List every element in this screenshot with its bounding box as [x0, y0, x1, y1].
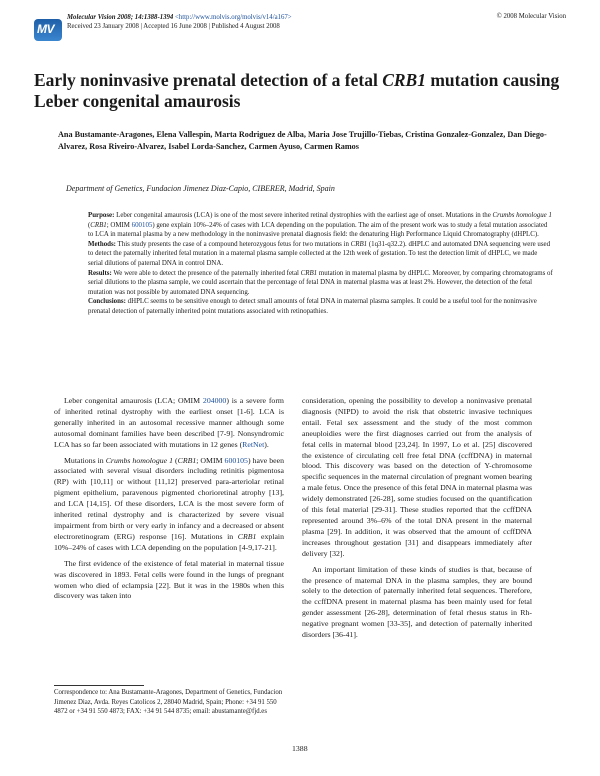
gene-name: CRB1: [237, 531, 257, 541]
body-column-left: [54, 396, 284, 607]
paragraph-text: Mutations in: [64, 455, 106, 465]
gene-name: Crumbs homologue 1: [105, 455, 173, 465]
results-gene: CRB1: [300, 269, 318, 277]
purpose-text: ; OMIM: [106, 221, 132, 229]
results-text: We were able to detect the presence of the paternally inherited fetal: [111, 269, 301, 277]
purpose-gene: CRB1: [90, 221, 107, 229]
title-gene: CRB1: [382, 70, 426, 90]
author-list: Ana Bustamante-Aragones, Elena Vallespin, Marta Rodriguez de Alba, Maria Jose Trujillo-Tiebas, Cristina Gonzalez-Gonzalez, Dan Diego-Alvarez, Rosa Riveiro-Alvarez, Isabel Lorda-Sanchez, Carmen Ayuso, Carmen Ramos: [58, 130, 547, 151]
abstract-purpose: [88, 211, 553, 240]
paragraph-text: (: [173, 455, 178, 465]
abstract-methods: [88, 240, 553, 269]
methods-text: (1q31-q32.2). dHPLC and automated DNA sequencing were used to detect the paternally inherited fetal mutation in a maternal plasma sample collected at the 12th week of gestation. To test the detection limit of dHPLC, we made serial dilutions of paternal DNA in control DNA.: [88, 240, 551, 267]
methods-gene: CRB1: [350, 240, 368, 248]
molecular-vision-logo: [34, 19, 62, 41]
conclusions-label: Conclusions:: [88, 298, 126, 306]
logo-text: MV: [37, 22, 54, 36]
article-title: [34, 70, 566, 112]
abstract-results: [88, 269, 553, 298]
paragraph-text: explain 10%–24% of cases with LCA depending on the population [4-9,17-21].: [54, 531, 284, 552]
paragraph-text: ) is a severe form of inherited retinal dystrophy with the earliest onset [1-6]. LCA is generally inherited in an autosomal recessive manner although some autosomal dominant families have been described [7-9]. Nonsyndromic LCA has so far been associated with mutations in 12 genes (: [54, 396, 284, 449]
journal-citation: Molecular Vision 2008; 14:1388-1394: [67, 14, 174, 21]
body-paragraph: consideration, opening the possibility to develop a noninvasive prenatal diagnosis (NIPD) to avoid the risk that obstetric invasive techniques entail. Fetal sex assessment and the study of the most common aneuploidies were the first diagnoses carried out from the analysis of fetal cells in maternal blood [23,24]. In 1997, Lo et al. [25] discovered the existence of circulating cell free fetal DNA (ccffDNA) in maternal blood. This discovery was based on the detection of Y-chromosome specific sequences in the maternal circulation of pregnant women bearing a male fetus. Once the presence of this fetal DNA in maternal plasma was widely demonstrated [26-28], some studies focused on the quantification of this fetal material [29-31]. These studies reported that the ccffDNA represented around 3%–6% of the total DNA present in the maternal plasma [29]. In addition, it was observed that the amount of ccffDNA increases throughout gestation [31] and disappears immediately after delivery [32].: [302, 396, 532, 558]
header-citation: [67, 13, 292, 31]
purpose-gene: Crumbs homologue 1: [492, 212, 552, 219]
title-part2: mutation causing Leber congenital amaurosis: [34, 70, 560, 111]
paragraph-text: ).: [264, 439, 269, 449]
body-column-right: [302, 396, 532, 646]
correspondence-footnote: Correspondence to: Ana Bustamante-Aragones, Department of Genetics, Fundacion Jimenez Diaz, Avda. Reyes Catolicos 2, 28040 Madrid, Spain; Phone: +34 91 550 4872 or +34 91 550 4873; FAX: +34 91 544 8735; email: abustamante@fjd.es: [54, 689, 283, 716]
body-paragraph: [54, 456, 284, 554]
results-text: mutation in maternal plasma by dHPLC. Moreover, by comparing chromatograms of serial dilutions to the plasma sample, we could ascertain that the percentage of fetal DNA in maternal plasma was at least 2%. However, the detection of the fetal mutation was not possible by automated DNA sequencing.: [88, 269, 553, 296]
body-paragraph: [54, 396, 284, 451]
purpose-label: Purpose:: [88, 212, 115, 219]
affiliation: Department of Genetics, Fundacion Jimenez Diaz-Capio, CIBERER, Madrid, Spain: [66, 184, 335, 193]
methods-text: This study presents the case of a compound heterozygous fetus for two mutations in: [115, 240, 351, 248]
methods-label: Methods:: [88, 240, 116, 248]
gene-name: CRB1: [177, 455, 197, 465]
purpose-text: Leber congenital amaurosis (LCA) is one of the most severe inherited retinal dystrophies with the earliest age of onset. Mutations in the: [114, 212, 493, 219]
omim-link[interactable]: 204000: [202, 396, 227, 405]
article-url[interactable]: <http://www.molvis.org/molvis/v14/a167>: [175, 14, 292, 21]
retnet-link[interactable]: RetNet: [242, 439, 265, 449]
body-paragraph: The first evidence of the existence of fetal material in maternal tissue was discovered in 1893. Fetal cells were found in the lungs of pregnant women who died of eclampsia [22]. But it was in the 1980s when this discovery was taken into: [54, 558, 284, 601]
body-paragraph: An important limitation of these kinds of studies is that, because of the presence of maternal DNA in the plasma samples, they are bound solely to the detection of paternally inherited fetal sequences. Therefore, the ccffDNA present in maternal plasma has been mainly used for fetal gender assessment [26-28], determination of fetal rhesus status in Rh-negative pregnant women [33-35], and detection of paternally inherited disorders [36-41].: [302, 564, 532, 640]
omim-link[interactable]: 600105: [224, 455, 248, 465]
paragraph-text: Leber congenital amaurosis (LCA; OMIM: [64, 396, 203, 405]
abstract: [88, 211, 553, 317]
omim-link[interactable]: 600105: [131, 221, 153, 229]
page-header: [34, 13, 566, 47]
footnote-divider: [54, 685, 144, 686]
paragraph-text: ) have been associated with several visual disorders including retinitis pigmentosa (RP) with [10,11] or without [11,12] preserved para-arteriolar retinal pigment epithelium, paravenous pigmented chorioretinal atrophy [13], and LCA [14,15]. Of these disorders, LCA is the most severe form of inherited retinal dystrophy and is characterized by severe visual impairment from birth or very early in infancy and a decreased or absent electroretinogram (ERG) response [16]. Mutations in: [54, 455, 284, 541]
title-part1: Early noninvasive prenatal detection of a fetal: [34, 70, 383, 90]
conclusions-text: dHPLC seems to be sensitive enough to detect small amounts of fetal DNA in maternal plasma samples. It could be a useful tool for the noninvasive prenatal detection of paternally inherited point mutations associated with retinopathies.: [88, 298, 537, 315]
paragraph-text: ; OMIM: [196, 455, 225, 465]
purpose-text: (: [88, 221, 91, 229]
abstract-conclusions: [88, 297, 553, 316]
results-label: Results:: [88, 269, 112, 277]
purpose-text: ) gene explain 10%–24% of cases with LCA depending on the population. The aim of the present work was to study a fetal mutation associated to LCA in maternal plasma by a new methodology in the noninvasive prenatal diagnosis field: the denaturing High Performance Liquid Chromatography (dHPLC).: [88, 221, 548, 239]
copyright: © 2008 Molecular Vision: [496, 13, 566, 20]
publication-dates: Received 23 January 2008 | Accepted 16 June 2008 | Published 4 August 2008: [67, 23, 280, 30]
page-number: 1388: [292, 744, 308, 753]
